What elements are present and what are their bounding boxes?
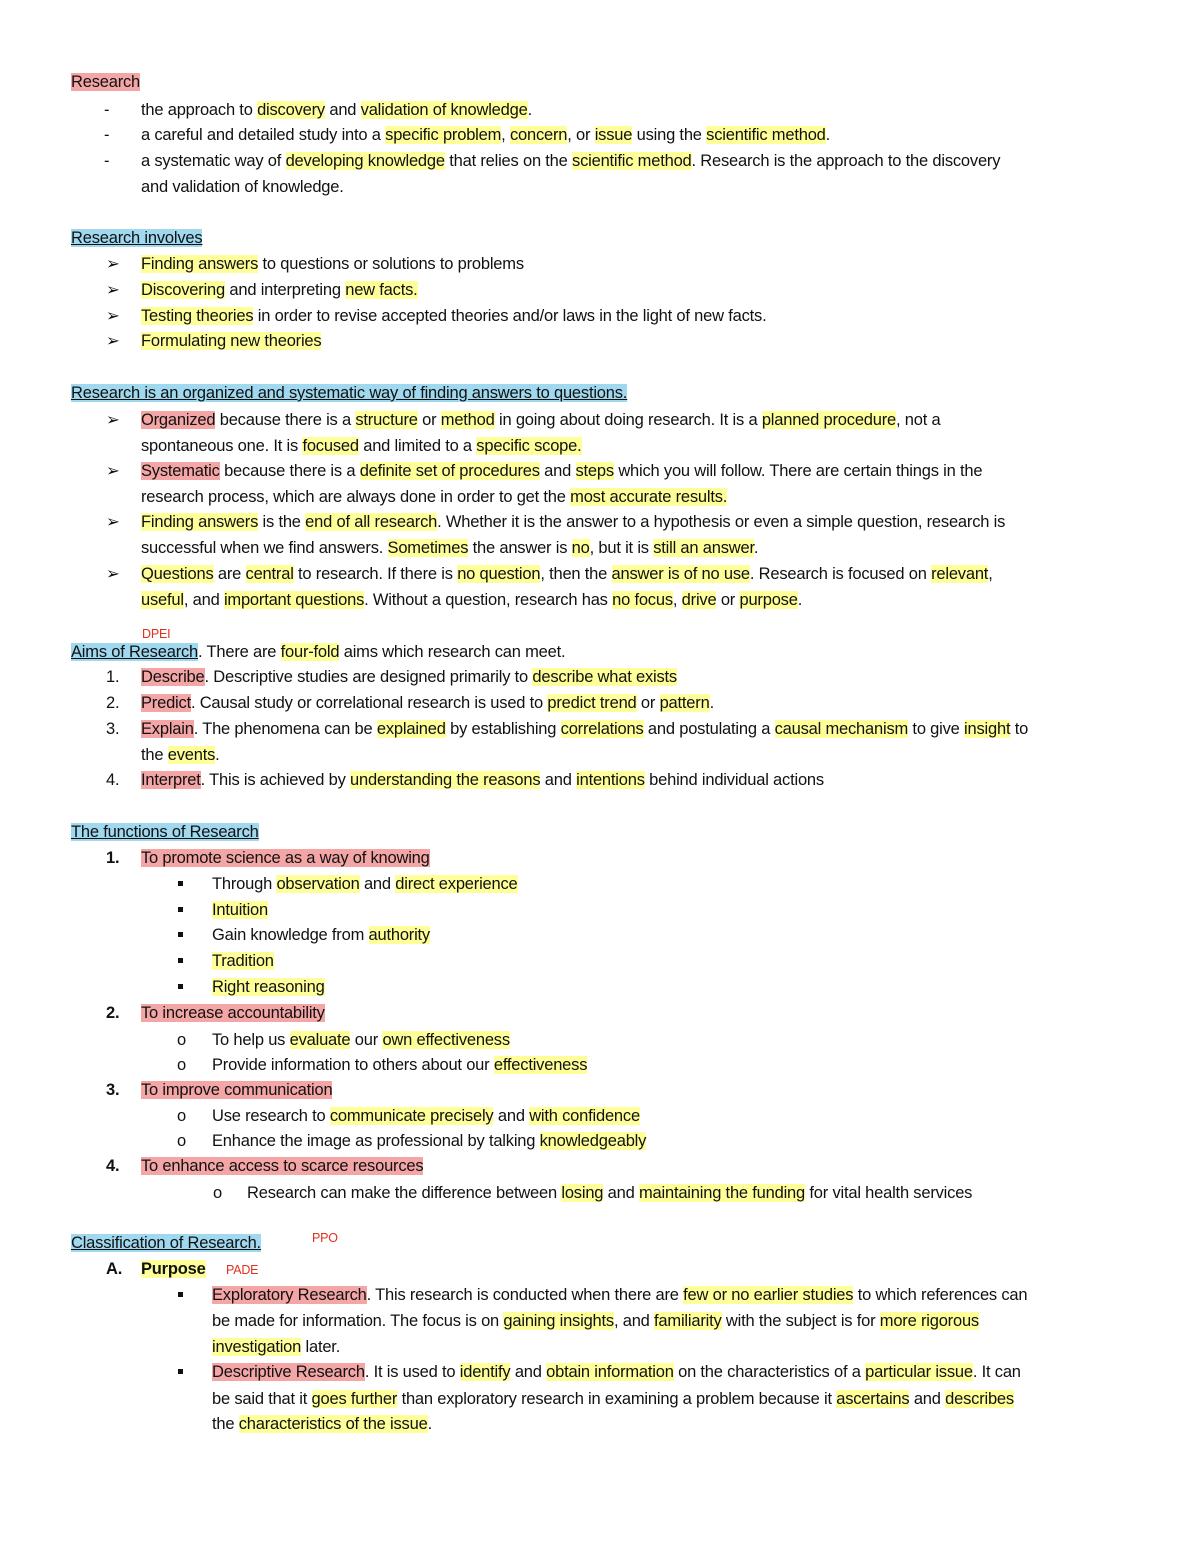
arrow-bullet-icon: ➢ xyxy=(106,565,120,583)
function-1-sub-5: Right reasoning xyxy=(212,978,325,996)
aim-explain: Explain. The phenomena can be explained by establishing correlations and postulating a causal mechanism to give insight to xyxy=(141,720,1029,738)
function-2-sub-2: Provide information to others about our effectiveness xyxy=(212,1056,588,1074)
arrow-bullet-icon: ➢ xyxy=(106,513,120,531)
exploratory-line-2: be made for information. The focus is on gaining insights, and familiarity with the subject is for more rigorous xyxy=(212,1312,979,1330)
square-bullet-icon xyxy=(178,1284,183,1306)
heading-classification: Classification of Research. xyxy=(71,1234,261,1252)
function-3-title: To improve communication xyxy=(141,1081,333,1099)
heading-organized-systematic: Research is an organized and systematic way of finding answers to questions. xyxy=(71,384,628,402)
circle-bullet-icon: o xyxy=(213,1184,222,1202)
square-bullet-icon xyxy=(178,976,183,998)
exploratory-line-1: Exploratory Research. This research is conducted when there are few or no earlier studies to which references can xyxy=(212,1286,1028,1304)
involves-item-3: Testing theories in order to revise accepted theories and/or laws in the light of new facts. xyxy=(141,307,767,325)
list-letter: A. xyxy=(106,1260,123,1278)
descriptive-line-2: be said that it goes further than exploratory research in examining a problem because it ascertains and describes xyxy=(212,1390,1014,1408)
heading-research: Research xyxy=(71,73,141,91)
descriptive-line-1: Descriptive Research. It is used to identify and obtain information on the characteristics of a particular issue. It can xyxy=(212,1363,1021,1381)
arrow-bullet-icon: ➢ xyxy=(106,332,120,350)
square-bullet-icon xyxy=(178,950,183,972)
heading-aims: Aims of Research. There are four-fold aims which research can meet. xyxy=(71,643,566,661)
note-dpei: DPEI xyxy=(142,627,171,641)
involves-item-2: Discovering and interpreting new facts. xyxy=(141,281,418,299)
list-number: 3. xyxy=(106,1081,120,1099)
questions-line-2: useful, and important questions. Without a question, research has no focus, drive or purpose. xyxy=(141,591,803,609)
dash-bullet: - xyxy=(104,126,110,144)
function-3-sub-2: Enhance the image as professional by talking knowledgeably xyxy=(212,1132,647,1150)
aim-explain-cont: the events. xyxy=(141,746,220,764)
research-def-3-cont: and validation of knowledge. xyxy=(141,178,344,196)
descriptive-line-3: the characteristics of the issue. xyxy=(212,1415,432,1433)
organized-line-2: spontaneous one. It is focused and limited to a specific scope. xyxy=(141,437,582,455)
list-number: 4. xyxy=(106,771,120,789)
arrow-bullet-icon: ➢ xyxy=(106,255,120,273)
classification-purpose: Purpose xyxy=(141,1260,206,1278)
function-1-sub-1: Through observation and direct experience xyxy=(212,875,518,893)
function-2-title: To increase accountability xyxy=(141,1004,325,1022)
square-bullet-icon xyxy=(178,1361,183,1383)
heading-research-involves: Research involves xyxy=(71,229,203,247)
research-def-2: a careful and detailed study into a specific problem, concern, or issue using the scientific method. xyxy=(141,126,831,144)
list-number: 1. xyxy=(106,849,120,867)
finding-answers-line-1: Finding answers is the end of all research. Whether it is the answer to a hypothesis or even a simple question, research is xyxy=(141,513,1006,531)
arrow-bullet-icon: ➢ xyxy=(106,307,120,325)
finding-answers-line-2: successful when we find answers. Sometimes the answer is no, but it is still an answer. xyxy=(141,539,759,557)
dash-bullet: - xyxy=(104,101,110,119)
list-number: 1. xyxy=(106,668,120,686)
circle-bullet-icon: o xyxy=(177,1132,186,1150)
function-1-sub-4: Tradition xyxy=(212,952,274,970)
heading-functions: The functions of Research xyxy=(71,823,259,841)
circle-bullet-icon: o xyxy=(177,1056,186,1074)
research-def-1: the approach to discovery and validation of knowledge. xyxy=(141,101,532,119)
function-1-sub-3: Gain knowledge from authority xyxy=(212,926,430,944)
arrow-bullet-icon: ➢ xyxy=(106,281,120,299)
circle-bullet-icon: o xyxy=(177,1107,186,1125)
exploratory-line-3: investigation later. xyxy=(212,1338,341,1356)
dash-bullet: - xyxy=(104,152,110,170)
arrow-bullet-icon: ➢ xyxy=(106,462,120,480)
list-number: 3. xyxy=(106,720,120,738)
function-4-title: To enhance access to scarce resources xyxy=(141,1157,424,1175)
note-pade: PADE xyxy=(226,1263,259,1277)
questions-line-1: Questions are central to research. If there is no question, then the answer is of no use. Research is focused on relevant, xyxy=(141,565,993,583)
list-number: 2. xyxy=(106,1004,120,1022)
aim-describe: Describe. Descriptive studies are designed primarily to describe what exists xyxy=(141,668,677,686)
systematic-line-1: Systematic because there is a definite set of procedures and steps which you will follow. There are certain things in the xyxy=(141,462,983,480)
function-3-sub-1: Use research to communicate precisely and with confidence xyxy=(212,1107,640,1125)
square-bullet-icon xyxy=(178,873,183,895)
research-def-3: a systematic way of developing knowledge that relies on the scientific method. Research is the approach to the discovery xyxy=(141,152,1001,170)
function-1-title: To promote science as a way of knowing xyxy=(141,849,430,867)
square-bullet-icon xyxy=(178,924,183,946)
list-number: 4. xyxy=(106,1157,120,1175)
note-ppo: PPO xyxy=(312,1231,338,1245)
function-4-sub-1: Research can make the difference between losing and maintaining the funding for vital health services xyxy=(247,1184,973,1202)
circle-bullet-icon: o xyxy=(177,1031,186,1049)
aim-interpret: Interpret. This is achieved by understanding the reasons and intentions behind individual actions xyxy=(141,771,824,789)
systematic-line-2: research process, which are always done in order to get the most accurate results. xyxy=(141,488,728,506)
function-2-sub-1: To help us evaluate our own effectiveness xyxy=(212,1031,510,1049)
aim-predict: Predict. Causal study or correlational research is used to predict trend or pattern. xyxy=(141,694,714,712)
list-number: 2. xyxy=(106,694,120,712)
function-1-sub-2: Intuition xyxy=(212,901,268,919)
square-bullet-icon xyxy=(178,899,183,921)
involves-item-4: Formulating new theories xyxy=(141,332,322,350)
organized-line-1: Organized because there is a structure or method in going about doing research. It is a planned procedure, not a xyxy=(141,411,941,429)
arrow-bullet-icon: ➢ xyxy=(106,411,120,429)
involves-item-1: Finding answers to questions or solutions to problems xyxy=(141,255,524,273)
